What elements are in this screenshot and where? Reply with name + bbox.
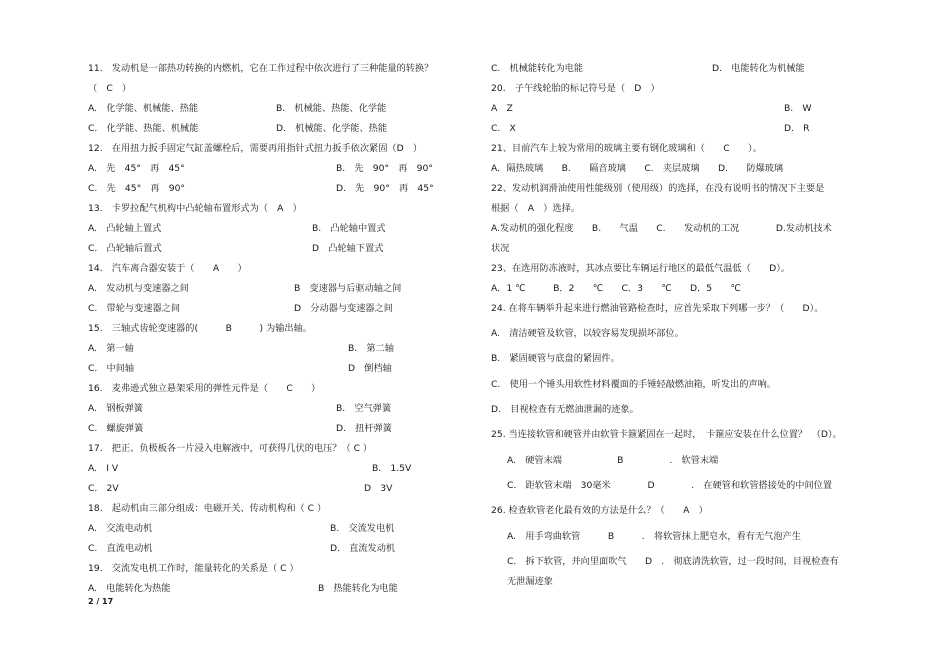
option-b: B. 第二轴 [348,343,394,354]
option-c: C. 2V [88,483,119,494]
option-a: A. I V [88,463,119,474]
option-d: D. 扭杆弹簧 [336,423,392,434]
option-d: D. 直流发动机 [330,543,396,554]
option-d: D. 电能转化为机械能 [712,63,805,74]
options-26-cd-cont: 无泄漏迹象 [507,576,553,587]
option-a: A. 清洁硬管及软管，以较容易发现损坏部位。 [491,328,684,339]
question-22-cont: 根据（ A ）选择。 [491,203,580,214]
option-b: B. 紧固硬管与底盘的紧固件。 [491,353,620,364]
page-number: 2 / 17 [88,597,114,606]
question-18: 18. 起动机由三部分组成：电磁开关、传动机构和（ C ） [88,503,327,514]
option-d: D. 先 90° 再 45° [336,183,434,194]
question-25: 25. 当连接软管和硬管并由软管卡箍紧固在一起时， 卡箍应安装在什么位置？ （D）。 [491,429,842,440]
question-17: 17. 把正、负极板各一片浸入电解液中，可获得几伏的电压？（ C ） [88,443,373,454]
option-c: C. 机械能转化为电能 [491,63,584,74]
options-23: A．1 ℃ B．2 ℃ C．3 ℃ D．5 ℃ [491,283,741,294]
question-14: 14. 汽车离合器安装于（ A ） [88,263,247,274]
options-25-cd: C. 距软管末端 30毫米 D . 在硬管和软管搭接处的中间位置 [507,480,833,491]
question-24: 24. 在将车辆举升起来进行燃油管路检查时，应首先采取下列哪一步？（ D）。 [491,303,824,314]
question-26: 26. 检查软管老化最有效的方法是什么？（ A ） [491,505,708,516]
question-15: 15. 三轴式齿轮变速器的( B ) 为输出轴。 [88,323,312,334]
option-a: A. 发动机与变速器之间 [88,283,189,294]
question-21: 21、目前汽车上较为常用的玻璃主要有钢化玻璃和（ C ）。 [491,143,762,154]
answer-11: （ C ） [88,83,132,94]
question-11: 11. 发动机是一部热功转换的内燃机，它在工作过程中依次进行了三种能量的转换？ [88,63,434,74]
option-b: B 热能转化为电能 [318,583,398,594]
options-26-cd: C. 拆下软管，并向里面吹气 D . 彻底清洗软管，过一段时间，目视检查有 [507,556,839,567]
question-22: 22、发动机润滑油使用性能级别（使用级）的选择，在没有说明书的情况下主要是 [491,183,825,194]
option-b: B. 1.5V [372,463,412,474]
options-22: A.发动机的强化程度 B. 气温 C. 发动机的工况 D.发动机技术 [491,223,832,234]
option-a: A. 钢板弹簧 [88,403,143,414]
question-19: 19. 交流发电机工作时，能量转化的关系是（ C ） [88,563,299,574]
question-23: 23、在选用防冻液时，其冰点要比车辆运行地区的最低气温低（ D）。 [491,263,790,274]
option-a: A. 交流电动机 [88,523,153,534]
options-25-ab: A. 硬管末端 B . 软管末端 [507,455,719,466]
option-d: D 凸轮轴下置式 [312,243,384,254]
option-b: B. 凸轮轴中置式 [312,223,386,234]
question-13: 13. 卡罗拉配气机构中凸轮轴布置形式为（ A ） [88,203,302,214]
option-b: B. 空气弹簧 [336,403,392,414]
option-a: A. 电能转化为热能 [88,583,171,594]
option-d: D. R [784,123,810,134]
question-20: 20. 子午线轮胎的标记符号是（ D ） [491,83,660,94]
question-16: 16. 麦弗逊式独立悬架采用的弹性元件是（ C ） [88,383,321,394]
options-21: A．隔热玻璃 B. 隔音玻璃 C. 夹层玻璃 D. 防爆玻璃 [491,163,784,174]
option-a: A. 化学能、机械能、热能 [88,103,199,114]
option-c: C. 凸轮轴后置式 [88,243,162,254]
option-c: C. 带轮与变速器之间 [88,303,181,314]
option-d: D. 机械能、化学能、热能 [276,123,388,134]
option-b: B. W [784,103,812,114]
option-c: C. 螺旋弹簧 [88,423,144,434]
options-26-ab: A. 用手弯曲软管 B . 将软管抹上肥皂水，看有无气泡产生 [507,531,801,542]
option-b: B. 机械能、热能、化学能 [276,103,387,114]
option-c: C. 中间轴 [88,363,135,374]
option-d: D 倒档轴 [348,363,392,374]
options-22-cont: 状况 [491,243,510,254]
option-c: C. 化学能、热能、机械能 [88,123,199,134]
option-c: C. X [491,123,516,134]
option-a: A Z [491,103,513,114]
option-c: C. 先 45° 再 90° [88,183,186,194]
option-d: D 分动器与变速器之间 [294,303,393,314]
option-d: D. 目视检查有无燃油泄漏的迹象。 [491,404,639,415]
question-12: 12. 在用扭力扳手固定气缸盖螺栓后，需要再用指针式扭力扳手依次紧固（D ） [88,143,423,154]
option-c: C. 直流电动机 [88,543,153,554]
option-a: A. 先 45° 再 45° [88,163,185,174]
option-b: B 变速器与后驱动轴之间 [294,283,402,294]
option-c: C. 使用一个锤头用软性材料覆面的手锤轻敲燃油箱，听发出的声响。 [491,379,776,390]
option-b: B. 交流发电机 [330,523,395,534]
option-d: D 3V [364,483,393,494]
option-b: B. 先 90° 再 90° [336,163,433,174]
option-a: A. 凸轮轴上置式 [88,223,162,234]
option-a: A. 第一轴 [88,343,134,354]
